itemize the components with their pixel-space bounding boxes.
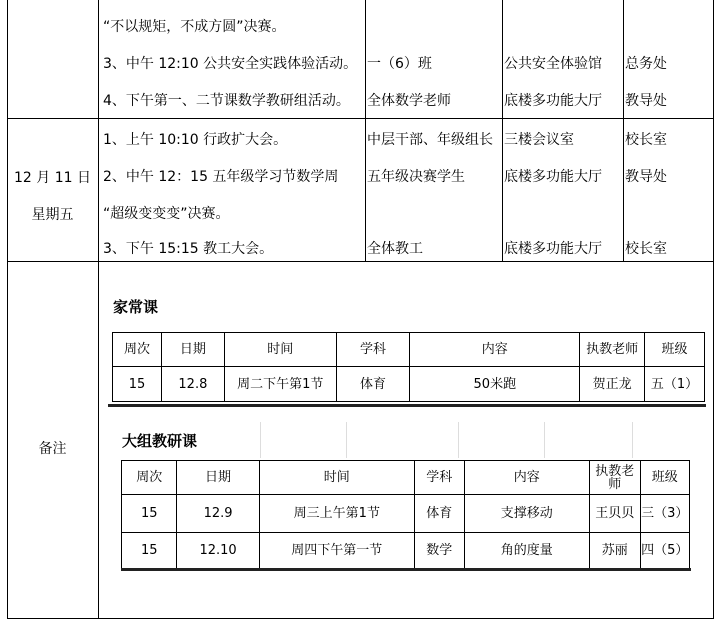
grid-bottom-border [7,618,714,619]
table2-cell: 三（3） [640,495,689,533]
table2-cell: 数学 [414,533,464,569]
faint-column-guide [458,422,459,458]
activity-line: 3、中午 12:10 公共安全实践体验活动。 [103,56,358,72]
department-cell: 教导处 [625,169,667,185]
activity-line: “不以规矩，不成方圆”决赛。 [103,19,286,35]
activity-line: 1、上午 10:10 行政扩大会。 [103,132,288,148]
table1-header: 执教老师 [580,333,645,367]
department-cell: 校长室 [625,241,667,257]
table1-cell: 贺正龙 [580,367,645,402]
table2-grid [121,460,690,569]
department-cell: 教导处 [625,93,667,109]
table2-cell: 15 [122,533,177,569]
faint-column-guide [544,422,545,458]
participants-cell: 全体数学老师 [367,93,451,109]
table2-cell: 12.10 [177,533,259,569]
grid-col-divider-4 [623,0,624,261]
grid-col-divider-2 [365,0,366,261]
table2-header: 时间 [259,461,414,495]
remarks-label: 备注 [38,441,67,457]
participants-cell: 一（6）班 [367,56,432,72]
location-cell: 底楼多功能大厅 [504,169,602,185]
location-cell: 底楼多功能大厅 [504,93,602,109]
table1-cell: 五（1） [645,367,705,402]
table2-cell: 王贝贝 [590,495,641,533]
table1-cell: 50米跑 [410,367,580,402]
table2-cell: 体育 [414,495,464,533]
table2-cell: 四（5） [640,533,689,569]
table1-header: 日期 [161,333,224,367]
table1-cell: 周二下午第1节 [224,367,336,402]
table-row [122,495,690,533]
faint-column-guide [260,422,261,458]
table1-cell: 15 [113,367,162,402]
table1-title: 家常课 [113,298,159,316]
table2-bottom-rule [121,568,691,571]
table1-cell: 12.8 [161,367,224,402]
table1-header: 时间 [224,333,336,367]
table2-cell: 12.9 [177,495,259,533]
table1-bottom-rule [108,404,706,407]
grid-col-divider-1 [98,0,99,618]
table1-header: 周次 [113,333,162,367]
participants-cell: 全体教工 [367,241,423,257]
grid-col-divider-3 [502,0,503,261]
table2-cell: 支撑移动 [464,495,589,533]
department-cell: 总务处 [625,56,667,72]
day-weekday: 星期五 [31,207,74,223]
table2-title: 大组教研课 [122,432,198,450]
location-cell: 三楼会议室 [504,132,574,148]
table2-cell: 周四下午第一节 [259,533,414,569]
department-cell: 校长室 [625,132,667,148]
table2-header: 班级 [640,461,689,495]
day-date: 12 月 11 日 [14,170,91,186]
table1-header: 学科 [336,333,410,367]
table-row [113,367,705,402]
activity-line: “超级变变变”决赛。 [103,206,230,222]
activity-line: 3、下午 15:15 教工大会。 [103,241,274,257]
location-cell: 公共安全体验馆 [504,56,602,72]
table2-header: 内容 [464,461,589,495]
activity-line: 2、中午 12：15 五年级学习节数学周 [103,169,339,185]
table-row [122,533,690,569]
grid-row-divider-2 [7,261,714,262]
participants-cell: 中层干部、年级组长 [367,132,493,148]
table2-header: 周次 [122,461,177,495]
table2-cell: 15 [122,495,177,533]
table1-header: 班级 [645,333,705,367]
grid-right-border [713,0,714,618]
table1-cell: 体育 [336,367,410,402]
location-cell: 底楼多功能大厅 [504,241,602,257]
table2-header: 执教老师 [590,461,641,495]
table2-cell: 苏丽 [590,533,641,569]
table2-cell: 周三上午第1节 [259,495,414,533]
table2-cell: 角的度量 [464,533,589,569]
grid-left-border [7,0,8,618]
activity-line: 4、下午第一、二节课数学教研组活动。 [103,93,350,109]
faint-column-guide [632,422,633,458]
table2-header: 日期 [177,461,259,495]
table1-header: 内容 [410,333,580,367]
table1-grid [112,332,705,402]
participants-cell: 五年级决赛学生 [367,169,465,185]
faint-column-guide [346,422,347,458]
grid-row-divider-1 [7,118,714,119]
table2-header: 学科 [414,461,464,495]
